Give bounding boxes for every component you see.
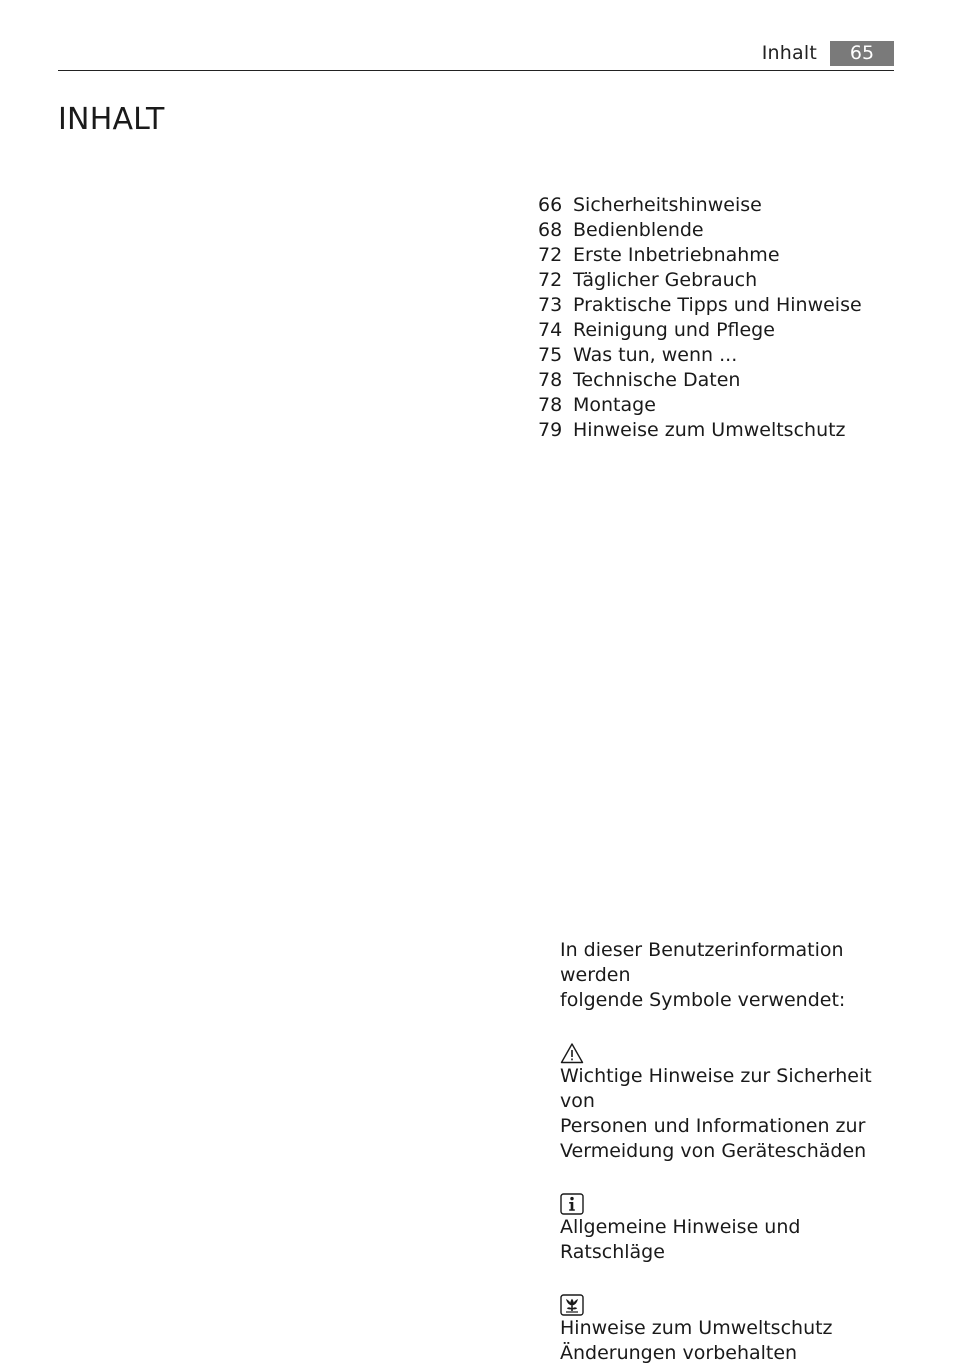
warning-description-line: Personen und Informationen zur [560,1115,866,1137]
toc-entry[interactable] [538,392,862,417]
toc-entry[interactable] [538,267,862,292]
toc-entry[interactable] [538,217,862,242]
toc-entry-label: Hinweise zum Umweltschutz [573,418,846,441]
toc-entry[interactable] [538,242,862,267]
toc-page-number: 78 [538,368,563,391]
header-divider [58,70,894,71]
environment-flower-icon [560,1294,584,1316]
toc-page-number: 74 [538,318,563,341]
section-name: Inhalt [761,42,817,64]
toc-entry[interactable] [538,317,862,342]
toc-entry[interactable] [538,342,862,367]
toc-entry-label: Erste Inbetriebnahme [573,243,780,266]
info-description-line: Allgemeine Hinweise und Ratschläge [560,1216,801,1263]
toc-entry-label: Sicherheitshinweise [573,193,762,216]
toc-entry-label: Technische Daten [573,368,741,391]
toc-entry[interactable] [538,417,862,442]
page-title: INHALT [58,102,165,137]
warning-description-line: Vermeidung von Geräteschäden [560,1140,867,1162]
toc-entry[interactable] [538,367,862,392]
toc-entry-label: Was tun, wenn ... [573,343,738,366]
toc-entry-label: Reinigung und Pflege [573,318,775,341]
running-header [762,40,894,66]
toc-entry-label: Praktische Tipps und Hinweise [573,293,862,316]
page-number-badge: 65 [830,41,894,66]
warning-description-line: Wichtige Hinweise zur Sicherheit von [560,1065,872,1112]
info-icon [560,1193,584,1215]
toc-entry-label: Täglicher Gebrauch [573,268,758,291]
toc-page-number: 66 [538,193,563,216]
toc-page-number: 72 [538,268,563,291]
toc-entry[interactable] [538,192,862,217]
toc-page-number: 75 [538,343,563,366]
symbol-legend [560,938,900,1366]
toc-page-number: 73 [538,293,563,316]
environment-description-line: Hinweise zum Umweltschutz [560,1317,833,1339]
table-of-contents [538,192,862,442]
toc-entry-label: Bedienblende [573,218,704,241]
toc-entry[interactable] [538,292,862,317]
legend-intro-line: folgende Symbole verwendet: [560,989,846,1011]
warning-triangle-icon [560,1042,584,1064]
legend-intro-line: In dieser Benutzerinformation werden [560,939,844,986]
toc-page-number: 68 [538,218,563,241]
toc-page-number: 72 [538,243,563,266]
changes-reserved-note: Änderungen vorbehalten [560,1342,798,1364]
toc-page-number: 79 [538,418,563,441]
toc-entry-label: Montage [573,393,656,416]
toc-page-number: 78 [538,393,563,416]
